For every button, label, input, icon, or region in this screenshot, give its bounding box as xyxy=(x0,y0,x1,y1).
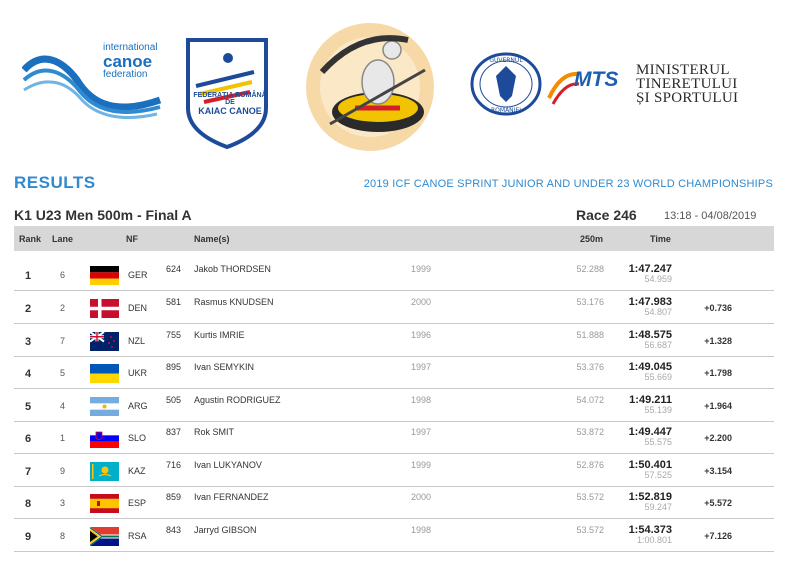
final-time: 1:47.247 xyxy=(628,263,672,275)
col-time: Time xyxy=(650,234,671,244)
second-split: 54.959 xyxy=(644,274,672,284)
athlete-name: Jarryd GIBSON xyxy=(194,525,257,535)
nation-code: ARG xyxy=(128,401,148,411)
rank: 8 xyxy=(25,498,32,510)
rank: 1 xyxy=(25,270,32,282)
second-split: 55.139 xyxy=(644,405,672,415)
col-lane: Lane xyxy=(52,234,74,244)
second-split: 54.807 xyxy=(644,307,672,317)
icf-logo-text xyxy=(103,43,157,80)
second-split: 56.687 xyxy=(644,340,672,350)
nation-code: UKR xyxy=(128,368,148,378)
second-split: 55.669 xyxy=(644,372,672,382)
race-number: Race 246 xyxy=(576,207,637,223)
col-names: Name(s) xyxy=(194,234,230,244)
frck-logo-text xyxy=(190,92,270,116)
flag-slovenia-icon xyxy=(90,429,119,448)
nation-code: GER xyxy=(128,270,148,280)
rank: 4 xyxy=(25,368,32,380)
athlete-name: Ivan SEMYKIN xyxy=(194,362,255,372)
table-row xyxy=(14,291,774,324)
final-time: 1:49.045 xyxy=(628,361,672,373)
time-behind: +1.964 xyxy=(704,401,732,411)
flag-ukraine-icon xyxy=(90,364,119,383)
birth-year: 1997 xyxy=(411,427,432,437)
rank: 3 xyxy=(25,336,32,348)
split-250m: 52.876 xyxy=(576,460,604,470)
icf-line1: international xyxy=(103,42,158,53)
nation-code: DEN xyxy=(128,303,148,313)
bib-number: 843 xyxy=(166,525,182,535)
lane: 7 xyxy=(60,336,66,346)
rank: 5 xyxy=(25,401,32,413)
rank: 7 xyxy=(25,466,32,478)
col-nf: NF xyxy=(126,234,138,244)
final-time: 1:52.819 xyxy=(628,491,672,503)
lane: 5 xyxy=(60,368,66,378)
lane: 6 xyxy=(60,270,66,280)
lane: 1 xyxy=(60,433,66,443)
icf-line3: federation xyxy=(103,69,148,80)
split-250m: 53.176 xyxy=(576,297,604,307)
time-behind: +3.154 xyxy=(704,466,732,476)
split-250m: 52.288 xyxy=(576,264,604,274)
athlete-name: Jakob THORDSEN xyxy=(194,264,271,274)
ministry-line3: ȘI SPORTULUI xyxy=(636,90,739,106)
lane: 3 xyxy=(60,498,66,508)
table-row xyxy=(14,519,774,552)
birth-year: 1998 xyxy=(411,395,432,405)
birth-year: 1996 xyxy=(411,330,432,340)
frck-line1: FEDERAȚIA ROMÂNĂ DE xyxy=(193,92,267,107)
split-250m: 53.572 xyxy=(576,492,604,502)
birth-year: 1998 xyxy=(411,525,432,535)
flag-denmark-icon xyxy=(90,299,119,318)
bib-number: 581 xyxy=(166,297,182,307)
guvernul-romaniei-seal xyxy=(470,52,542,116)
flag-germany-icon xyxy=(90,266,119,285)
birth-year: 1999 xyxy=(411,460,432,470)
second-split: 57.525 xyxy=(644,470,672,480)
table-row xyxy=(14,421,774,454)
second-split: 59.247 xyxy=(644,502,672,512)
results-table-header xyxy=(14,226,774,251)
icf-line2: canoe xyxy=(103,52,153,71)
split-250m: 54.072 xyxy=(576,395,604,405)
ministry-line1: MINISTERUL xyxy=(636,62,730,78)
flag-south-africa-icon xyxy=(90,527,119,546)
nation-code: SLO xyxy=(128,433,147,443)
time-behind: +5.572 xyxy=(704,498,732,508)
athlete-name: Kurtis IMRIE xyxy=(194,330,245,340)
bib-number: 716 xyxy=(166,460,182,470)
table-row xyxy=(14,356,774,389)
final-time: 1:49.447 xyxy=(628,426,672,438)
bib-number: 895 xyxy=(166,362,182,372)
flag-kazakhstan-icon xyxy=(90,462,119,481)
flag-spain-icon xyxy=(90,494,119,513)
time-behind: +2.200 xyxy=(704,433,732,443)
nation-code: KAZ xyxy=(128,466,146,476)
ministry-logo-text xyxy=(636,63,738,105)
rank: 2 xyxy=(25,303,32,315)
birth-year: 2000 xyxy=(411,492,432,502)
svg-text:ROMÂNIEI: ROMÂNIEI xyxy=(491,107,521,114)
table-row xyxy=(14,389,774,422)
final-time: 1:54.373 xyxy=(628,524,672,536)
table-row xyxy=(14,486,774,519)
lane: 2 xyxy=(60,303,66,313)
lane: 9 xyxy=(60,466,66,476)
svg-text:GUVERNUL: GUVERNUL xyxy=(489,57,523,64)
table-row xyxy=(14,258,774,291)
bib-number: 755 xyxy=(166,330,182,340)
ministry-line2: TINERETULUI xyxy=(636,76,738,92)
championship-title: 2019 ICF CANOE SPRINT JUNIOR AND UNDER 23 WORLD CHAMPIONSHIPS xyxy=(363,178,773,190)
rank: 6 xyxy=(25,433,32,445)
table-row xyxy=(14,324,774,357)
event-title: K1 U23 Men 500m - Final A xyxy=(14,207,192,223)
birth-year: 1999 xyxy=(411,264,432,274)
bib-number: 505 xyxy=(166,395,182,405)
results-heading: RESULTS xyxy=(14,173,96,192)
lane: 4 xyxy=(60,401,66,411)
time-behind: +1.328 xyxy=(704,336,732,346)
mts-logo-text: MTS xyxy=(574,68,619,91)
col-split: 250m xyxy=(580,234,604,244)
time-behind: +1.798 xyxy=(704,368,732,378)
time-behind: +0.736 xyxy=(704,303,732,313)
final-time: 1:49.211 xyxy=(629,394,672,406)
split-250m: 53.572 xyxy=(576,525,604,535)
second-split: 55.575 xyxy=(644,437,672,447)
split-250m: 51.888 xyxy=(576,330,604,340)
col-rank: Rank xyxy=(19,234,42,244)
final-time: 1:48.575 xyxy=(628,329,672,341)
nation-code: RSA xyxy=(128,531,147,541)
flag-new-zealand-icon xyxy=(90,332,119,351)
race-datetime: 13:18 - 04/08/2019 xyxy=(664,210,757,222)
second-split: 1:00.801 xyxy=(636,535,672,545)
flag-argentina-icon xyxy=(90,397,119,416)
nation-code: ESP xyxy=(128,498,147,508)
bib-number: 837 xyxy=(166,427,182,437)
athlete-name: Rasmus KNUDSEN xyxy=(194,297,274,307)
rank: 9 xyxy=(25,531,32,543)
bib-number: 859 xyxy=(166,492,182,502)
athlete-name: Ivan FERNANDEZ xyxy=(194,492,269,502)
bib-number: 624 xyxy=(166,264,182,274)
final-time: 1:50.401 xyxy=(628,459,672,471)
table-row xyxy=(14,454,774,487)
final-time: 1:47.983 xyxy=(628,296,672,308)
athlete-name: Rok SMIT xyxy=(194,427,235,437)
athlete-name: Agustin RODRIGUEZ xyxy=(194,395,281,405)
birth-year: 2000 xyxy=(411,297,432,307)
split-250m: 53.872 xyxy=(576,427,604,437)
birth-year: 1997 xyxy=(411,362,432,372)
split-250m: 53.376 xyxy=(576,362,604,372)
lane: 8 xyxy=(60,531,66,541)
nation-code: NZL xyxy=(128,336,146,346)
frck-line2: KAIAC CANOE xyxy=(198,105,262,116)
time-behind: +7.126 xyxy=(704,531,732,541)
athlete-name: Ivan LUKYANOV xyxy=(194,460,262,470)
championship-mascot-logo xyxy=(300,12,440,162)
